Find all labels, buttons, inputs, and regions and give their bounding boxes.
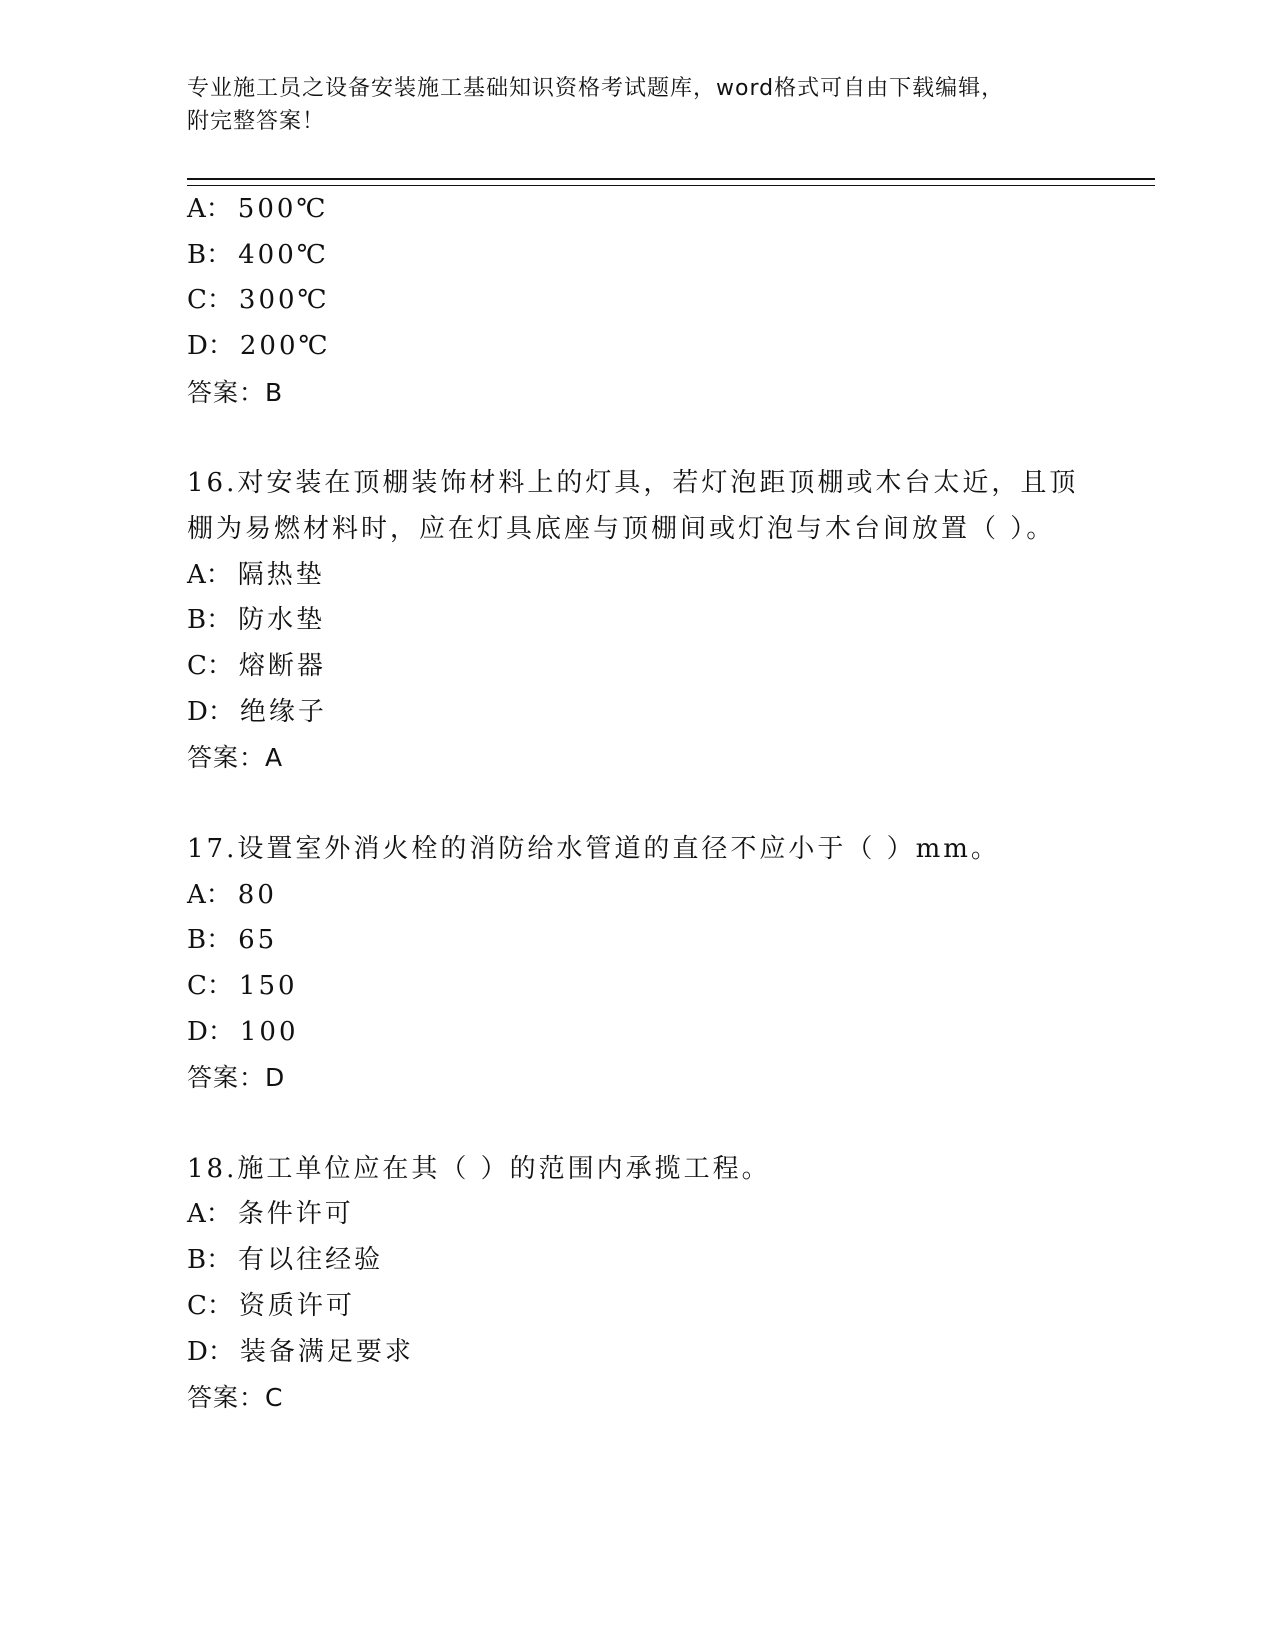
option-text: 防水垫 [238,605,326,636]
option-text: 有以往经验 [238,1245,384,1276]
option-text: 100 [239,1016,299,1047]
option-text: 资质许可 [238,1290,355,1321]
option-letter: D： [187,1336,234,1367]
answer-label: 答案： [187,377,266,407]
question-stem-line: 17.设置室外消火栓的消防给水管道的直径不应小于（ ）mm。 [187,833,1000,864]
option-d [187,690,1107,736]
option-letter: C： [187,651,233,682]
option-text: 500℃ [237,194,329,224]
answer-line [187,735,1107,781]
option-text: 300℃ [238,285,330,316]
answer-label: 答案： [187,1063,266,1093]
option-letter: D： [187,1016,234,1047]
header-title-line-2: 附完整答案！ [187,109,326,134]
option-a [187,187,1107,233]
answer-label: 答案： [187,743,266,773]
answer-line [187,1375,1107,1421]
option-letter: C： [187,1290,233,1321]
option-b [187,1238,1107,1284]
answer-line [187,370,1107,416]
answer-line [187,1055,1107,1101]
option-d [187,324,1107,370]
header-title-line-1: 专业施工员之设备安装施工基础知识资格考试题库，word格式可自由下载编辑， [187,76,1005,101]
option-text: 装备满足要求 [239,1336,414,1367]
option-letter: C： [187,285,233,316]
option-c [187,644,1107,690]
option-letter: B： [187,605,233,636]
answer-value: C [265,1383,284,1413]
question-stem-line: 棚为易燃材料时，应在灯具底座与顶棚间或灯泡与木台间放置（ ）。 [187,513,1056,544]
question-spacer [187,416,1107,462]
option-letter: A： [187,559,232,590]
option-text: 绝缘子 [239,696,327,727]
option-b [187,598,1107,644]
option-letter: A： [187,1199,232,1230]
question-stem-line: 16.对安装在顶棚装饰材料上的灯具，若灯泡距顶棚或木台太近，且顶 [187,468,1079,499]
option-letter: B： [187,925,233,956]
option-text: 条件许可 [237,1199,354,1230]
answer-value: D [265,1063,286,1093]
option-b [187,233,1107,279]
answer-label: 答案： [187,1383,266,1413]
answer-value: A [265,743,284,773]
question-spacer [187,781,1107,827]
answer-value: B [265,377,284,407]
option-a [187,1192,1107,1238]
option-text: 150 [238,970,298,1001]
option-b [187,918,1107,964]
option-letter: C： [187,970,233,1001]
option-c [187,964,1107,1010]
header-divider [187,178,1155,186]
option-letter: D： [187,331,234,362]
option-text: 200℃ [239,331,331,362]
question-block [187,461,1107,781]
document-header [187,72,1087,138]
option-c [187,278,1107,324]
option-d [187,1330,1107,1376]
option-text: 65 [238,925,278,956]
option-a [187,873,1107,919]
option-text: 隔热垫 [237,559,325,590]
option-letter: B： [187,1245,233,1276]
option-text: 80 [237,879,277,910]
option-letter: B： [187,239,233,270]
question-spacer [187,1101,1107,1147]
question-block [187,1147,1107,1421]
option-a [187,553,1107,599]
option-letter: A： [187,194,232,224]
question-list [187,187,1107,1421]
option-text: 400℃ [238,239,329,270]
question-block [187,187,1107,416]
option-c [187,1284,1107,1330]
question-block [187,827,1107,1101]
option-letter: A： [187,879,232,910]
option-text: 熔断器 [238,651,326,682]
question-stem-line: 18.施工单位应在其（ ）的范围内承揽工程。 [187,1153,771,1184]
option-d [187,1010,1107,1056]
option-letter: D： [187,696,234,727]
